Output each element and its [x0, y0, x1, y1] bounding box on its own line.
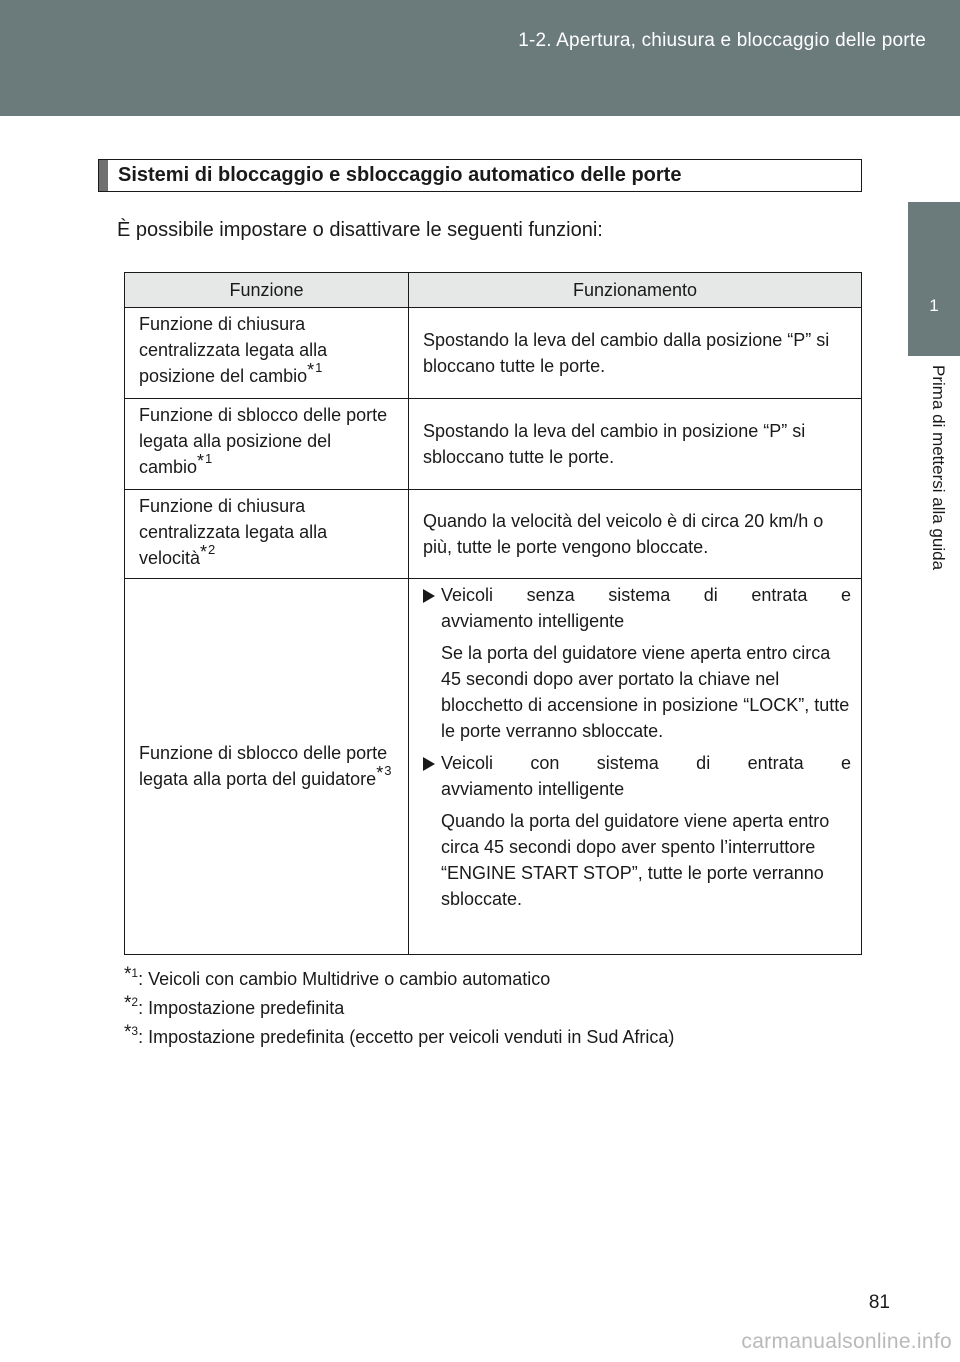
- footnote-marker: [197, 451, 212, 471]
- section-heading-text: Sistemi di bloccaggio e sbloccaggio automatico delle porte: [118, 164, 682, 186]
- function-name: Funzione di chiusura centralizzata legata alla posizione del cambio: [139, 314, 328, 386]
- table-row: [125, 579, 862, 955]
- footnote-number: 1: [205, 451, 213, 466]
- function-name: Funzione di sblocco delle porte legata alla posizione del cambio: [139, 405, 388, 477]
- watermark: carmanualsonline.info: [741, 1330, 952, 1353]
- bullet-description: Se la porta del guidatore viene aperta entro circa 45 secondi dopo aver portato la chiave nel blocchetto di accensione in posizione “LOCK”, tutte le porte verranno sbloccate.: [441, 643, 850, 741]
- header-band: [0, 0, 960, 116]
- footnote: [124, 966, 674, 995]
- footnote-number: 1: [315, 360, 323, 375]
- section-heading-bar: [99, 160, 108, 191]
- column-header-operation: Funzionamento: [409, 273, 862, 308]
- bullet-title: Veicoli con sistema di entrata e: [441, 753, 851, 773]
- bullet-title-continuation: avviamento intelligente: [441, 779, 625, 799]
- function-cell: [125, 490, 409, 579]
- bullet-title: Veicoli senza sistema di entrata e: [441, 585, 851, 605]
- page-number: 81: [868, 1292, 890, 1313]
- side-tab-number-box: [908, 202, 960, 356]
- footnotes: [124, 966, 674, 1053]
- bullet-item: [423, 579, 851, 747]
- footnote-number: 2: [131, 995, 139, 1009]
- table-row: [125, 490, 862, 579]
- function-name: Funzione di chiusura centralizzata legata alla velocità: [139, 496, 328, 568]
- footnote-number: 3: [384, 762, 392, 778]
- bullet-item: [423, 747, 851, 915]
- footnote-star: *: [307, 360, 315, 380]
- operation-cell: Spostando la leva del cambio in posizione “P” si sbloccano tutte le porte.: [409, 399, 862, 490]
- table-row: [125, 308, 862, 399]
- side-tab-label: Prima di mettersi alla guida: [929, 365, 948, 571]
- footnote-star: *: [124, 1022, 132, 1043]
- footnote-number: 1: [131, 966, 139, 980]
- column-header-function: Funzione: [125, 273, 409, 308]
- table-row: [125, 399, 862, 490]
- table-header-row: [125, 273, 862, 308]
- footnote-text: : Impostazione predefinita: [138, 998, 345, 1018]
- function-cell: [125, 579, 409, 955]
- bullet-title-continuation: avviamento intelligente: [441, 611, 625, 631]
- intro-text: È possibile impostare o disattivare le seguenti funzioni:: [117, 219, 603, 241]
- triangle-bullet-icon: [423, 757, 435, 771]
- side-tab-number: 1: [929, 296, 939, 315]
- footnote-star: *: [124, 993, 132, 1014]
- footnote-star: *: [200, 542, 208, 562]
- footnote-star: *: [124, 964, 132, 985]
- operation-cell: Quando la velocità del veicolo è di circa 20 km/h o più, tutte le porte vengono bloccate.: [409, 490, 862, 579]
- function-cell: [125, 399, 409, 490]
- operation-cell: Spostando la leva del cambio dalla posizione “P” si bloccano tutte le porte.: [409, 308, 862, 399]
- footnote-number: 2: [208, 542, 216, 557]
- footnote: [124, 1024, 674, 1053]
- footnote-star: *: [376, 762, 384, 783]
- footnote-marker: [376, 763, 391, 783]
- section-heading: [98, 159, 862, 192]
- footnote: [124, 995, 674, 1024]
- footnote-star: *: [197, 451, 205, 471]
- functions-table: [124, 272, 862, 955]
- function-cell: [125, 308, 409, 399]
- footnote-number: 3: [131, 1024, 139, 1038]
- footnote-marker: [307, 360, 322, 380]
- bullet-description: Quando la porta del guidatore viene aperta entro circa 45 secondi dopo aver spento l’interruttore “ENGINE START STOP”, tutte le porte verranno sbloccate.: [441, 811, 830, 909]
- operation-cell: [409, 579, 862, 955]
- triangle-bullet-icon: [423, 589, 435, 603]
- bullet-title-line: [423, 750, 851, 776]
- chapter-title: 1-2. Apertura, chiusura e bloccaggio delle porte: [518, 30, 926, 51]
- bullet-title-line: [423, 582, 851, 608]
- function-name: Funzione di sblocco delle porte legata alla porta del guidatore: [139, 742, 388, 789]
- footnote-text: : Impostazione predefinita (eccetto per veicoli venduti in Sud Africa): [138, 1027, 675, 1047]
- footnote-marker: [200, 542, 215, 562]
- footnote-text: : Veicoli con cambio Multidrive o cambio automatico: [138, 969, 551, 989]
